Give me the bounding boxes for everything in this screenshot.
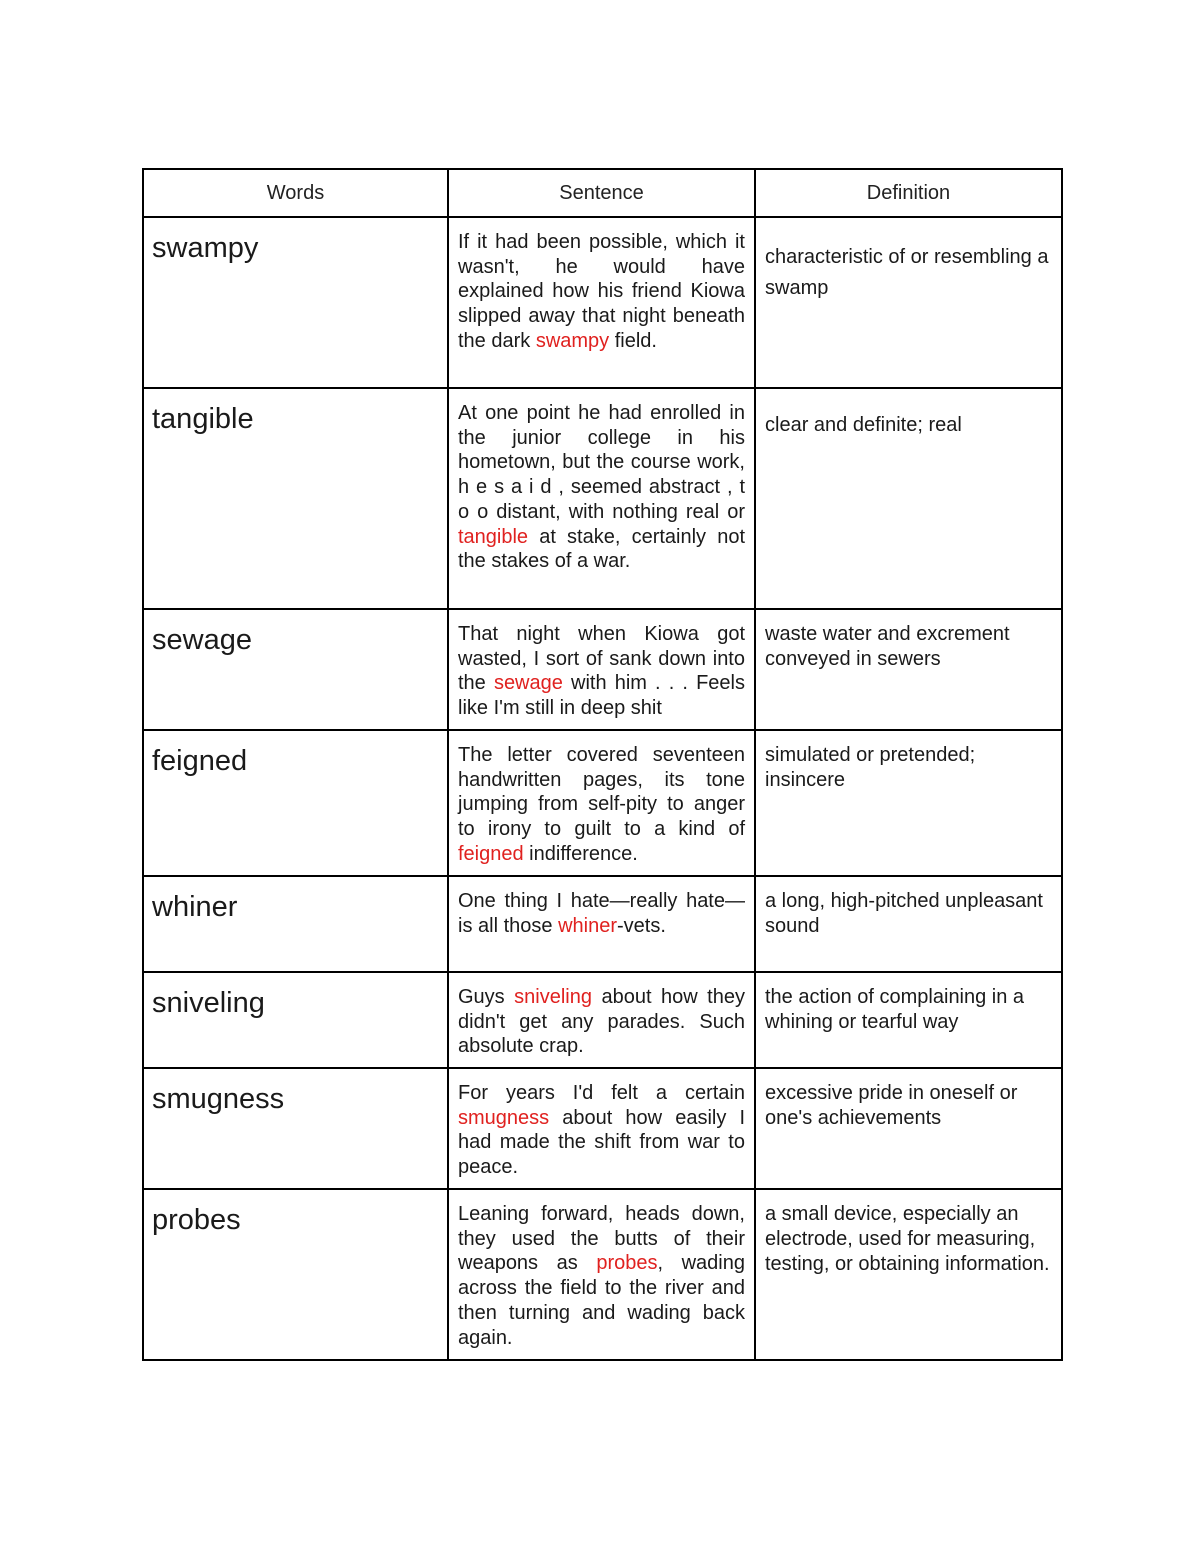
example-sentence [448, 876, 755, 972]
sentence-text: That night when Kiowa got wasted, I sort of sank down into the [458, 623, 745, 695]
example-sentence [448, 972, 755, 1068]
example-sentence [448, 609, 755, 730]
sentence-text: The letter covered seventeen handwritten pages, its tone jumping from self-pity to anger to irony to guilt to a kind of [458, 744, 745, 841]
table-row [143, 1189, 1062, 1360]
highlighted-word: whiner [558, 914, 617, 937]
definition: the action of complaining in a whining or tearful way [755, 972, 1062, 1068]
vocab-word: tangible [143, 388, 448, 609]
highlighted-word: smugness [458, 1106, 550, 1129]
sentence-text: For years I'd felt a certain [458, 1082, 745, 1104]
table-row [143, 217, 1062, 388]
sentence-text: with him . . . Feels like I'm still in deep shit [458, 672, 745, 720]
sentence-text: at stake, certainly not the stakes of a war. [458, 525, 745, 573]
highlighted-word: feigned [458, 842, 524, 865]
sentence-text: about how they didn't get any parades. Such absolute crap. [458, 986, 745, 1058]
highlighted-word: sewage [493, 672, 563, 695]
highlighted-word: tangible [458, 525, 529, 548]
sentence-text: indifference. [523, 842, 638, 865]
table-row [143, 609, 1062, 730]
example-sentence [448, 388, 755, 609]
highlighted-word: sniveling [514, 986, 592, 1008]
header-row [143, 169, 1062, 217]
sentence-text: about how easily I had made the shift from war to peace. [458, 1106, 745, 1179]
highlighted-word: probes [596, 1252, 658, 1275]
example-sentence [448, 1189, 755, 1360]
vocab-word: smugness [143, 1068, 448, 1189]
example-sentence [448, 217, 755, 388]
definition: a small device, especially an electrode, used for measuring, testing, or obtaining information. [755, 1189, 1062, 1360]
sentence-text: At one point he had enrolled in the junior college in his hometown, but the course work, h e s a i d , seemed abstract , t o o distant, with nothing real or [458, 402, 745, 523]
header-words: Words [143, 169, 448, 217]
definition: clear and definite; real [755, 388, 1062, 609]
example-sentence [448, 730, 755, 876]
example-sentence [448, 1068, 755, 1189]
sentence-text: One thing I hate—really hate— is all those [458, 890, 745, 937]
sentence-text: Guys [458, 986, 515, 1008]
vocab-word: feigned [143, 730, 448, 876]
header-definition: Definition [755, 169, 1062, 217]
table-row [143, 730, 1062, 876]
sentence-text: , wading across the field to the river and then turning and wading back again. [458, 1252, 745, 1349]
vocab-word: sewage [143, 609, 448, 730]
definition: characteristic of or resembling a swamp [755, 217, 1062, 388]
sentence-text: -vets. [616, 914, 666, 937]
definition: excessive pride in oneself or one's achievements [755, 1068, 1062, 1189]
sentence-text: field. [609, 329, 657, 352]
vocab-word: sniveling [143, 972, 448, 1068]
header-sentence: Sentence [448, 169, 755, 217]
table-row [143, 876, 1062, 972]
vocab-word: swampy [143, 217, 448, 388]
definition: a long, high-pitched unpleasant sound [755, 876, 1062, 972]
table-row [143, 972, 1062, 1068]
definition: waste water and excrement conveyed in sewers [755, 609, 1062, 730]
table-row [143, 388, 1062, 609]
vocab-word: whiner [143, 876, 448, 972]
highlighted-word: swampy [535, 329, 610, 352]
vocabulary-table [142, 168, 1063, 1361]
sentence-text: Leaning forward, heads down, they used the butts of their weapons as [458, 1203, 745, 1275]
sentence-text: If it had been possible, which it wasn't, he would have explained how his friend Kiowa slipped away that night beneath the dark [458, 231, 745, 352]
definition: simulated or pretended; insincere [755, 730, 1062, 876]
vocab-word: probes [143, 1189, 448, 1360]
table-row [143, 1068, 1062, 1189]
